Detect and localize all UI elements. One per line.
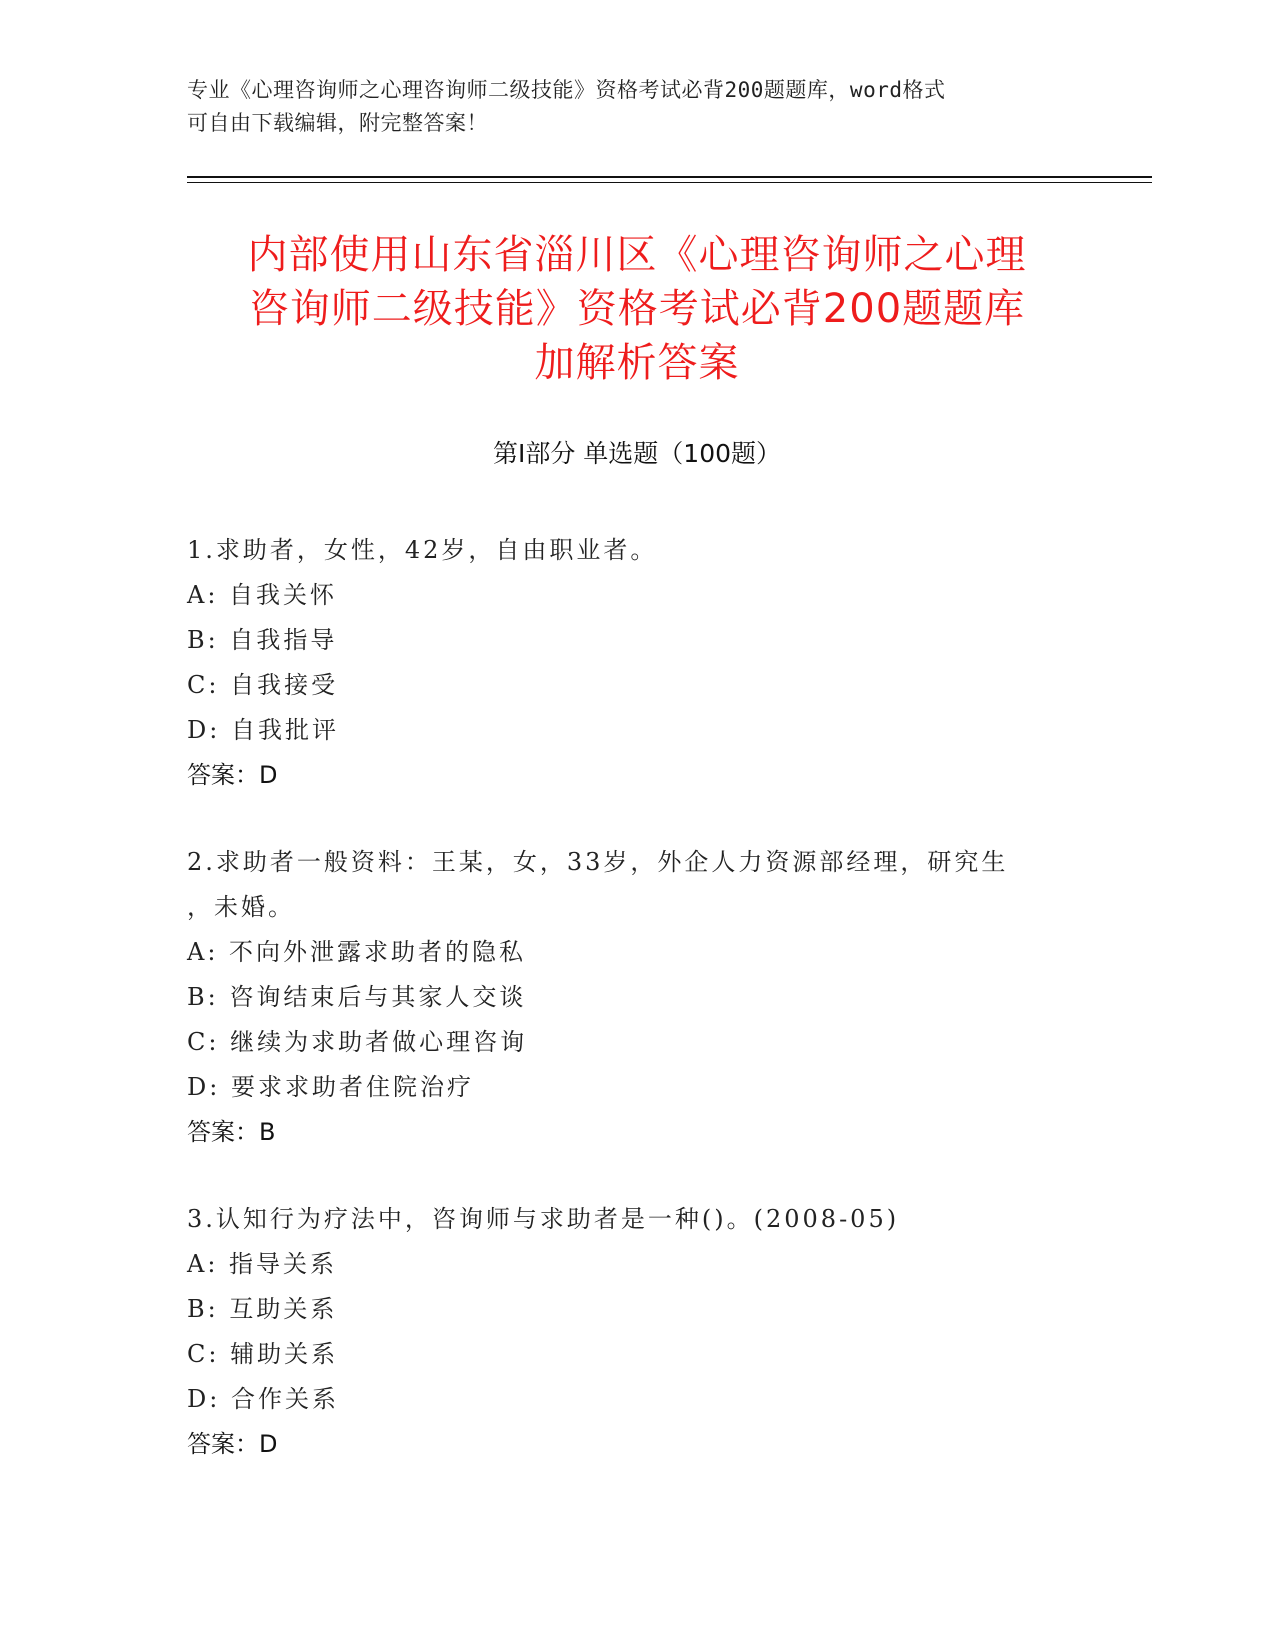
question-list (187, 528, 1087, 1509)
option-d: D: 合作关系 (187, 1385, 339, 1413)
option-d: D: 自我批评 (187, 716, 339, 744)
question-stem-line-2: ，未婚。 (187, 893, 295, 921)
option-a: A: 自我关怀 (187, 581, 338, 609)
answer: 答案：D (187, 1430, 278, 1458)
question-1 (187, 528, 1087, 798)
option-b: B: 互助关系 (187, 1295, 338, 1323)
question-stem: 1.求助者，女性，42岁，自由职业者。 (187, 536, 658, 564)
answer: 答案：D (187, 761, 278, 789)
question-stem: 3.认知行为疗法中，咨询师与求助者是一种()。(2008-05) (187, 1205, 900, 1233)
document-title-line-3: 加解析答案 (534, 340, 740, 386)
header-note (187, 74, 1067, 140)
option-c: C: 自我接受 (187, 671, 339, 699)
question-stem-line-1: 2.求助者一般资料：王某，女，33岁，外企人力资源部经理，研究生 (187, 848, 1009, 876)
question-2 (187, 840, 1087, 1155)
option-c: C: 继续为求助者做心理咨询 (187, 1028, 528, 1056)
document-title-line-1: 内部使用山东省淄川区《心理咨询师之心理 (247, 232, 1027, 278)
header-note-line-2: 可自由下载编辑，附完整答案！ (187, 111, 488, 135)
answer: 答案：B (187, 1118, 276, 1146)
question-3 (187, 1197, 1087, 1467)
option-b: B: 咨询结束后与其家人交谈 (187, 983, 527, 1011)
document-title-line-2: 咨询师二级技能》资格考试必背200题题库 (248, 286, 1026, 332)
option-a: A: 不向外泄露求助者的隐私 (187, 938, 527, 966)
option-b: B: 自我指导 (187, 626, 338, 654)
header-divider-thin (187, 182, 1152, 183)
header-note-line-1: 专业《心理咨询师之心理咨询师二级技能》资格考试必背200题题库，word格式 (187, 78, 946, 102)
document-title (187, 228, 1087, 390)
option-c: C: 辅助关系 (187, 1340, 339, 1368)
option-a: A: 指导关系 (187, 1250, 338, 1278)
section-heading: 第Ⅰ部分 单选题（100题） (492, 439, 782, 468)
header-divider-thick (187, 176, 1152, 178)
option-d: D: 要求求助者住院治疗 (187, 1073, 474, 1101)
